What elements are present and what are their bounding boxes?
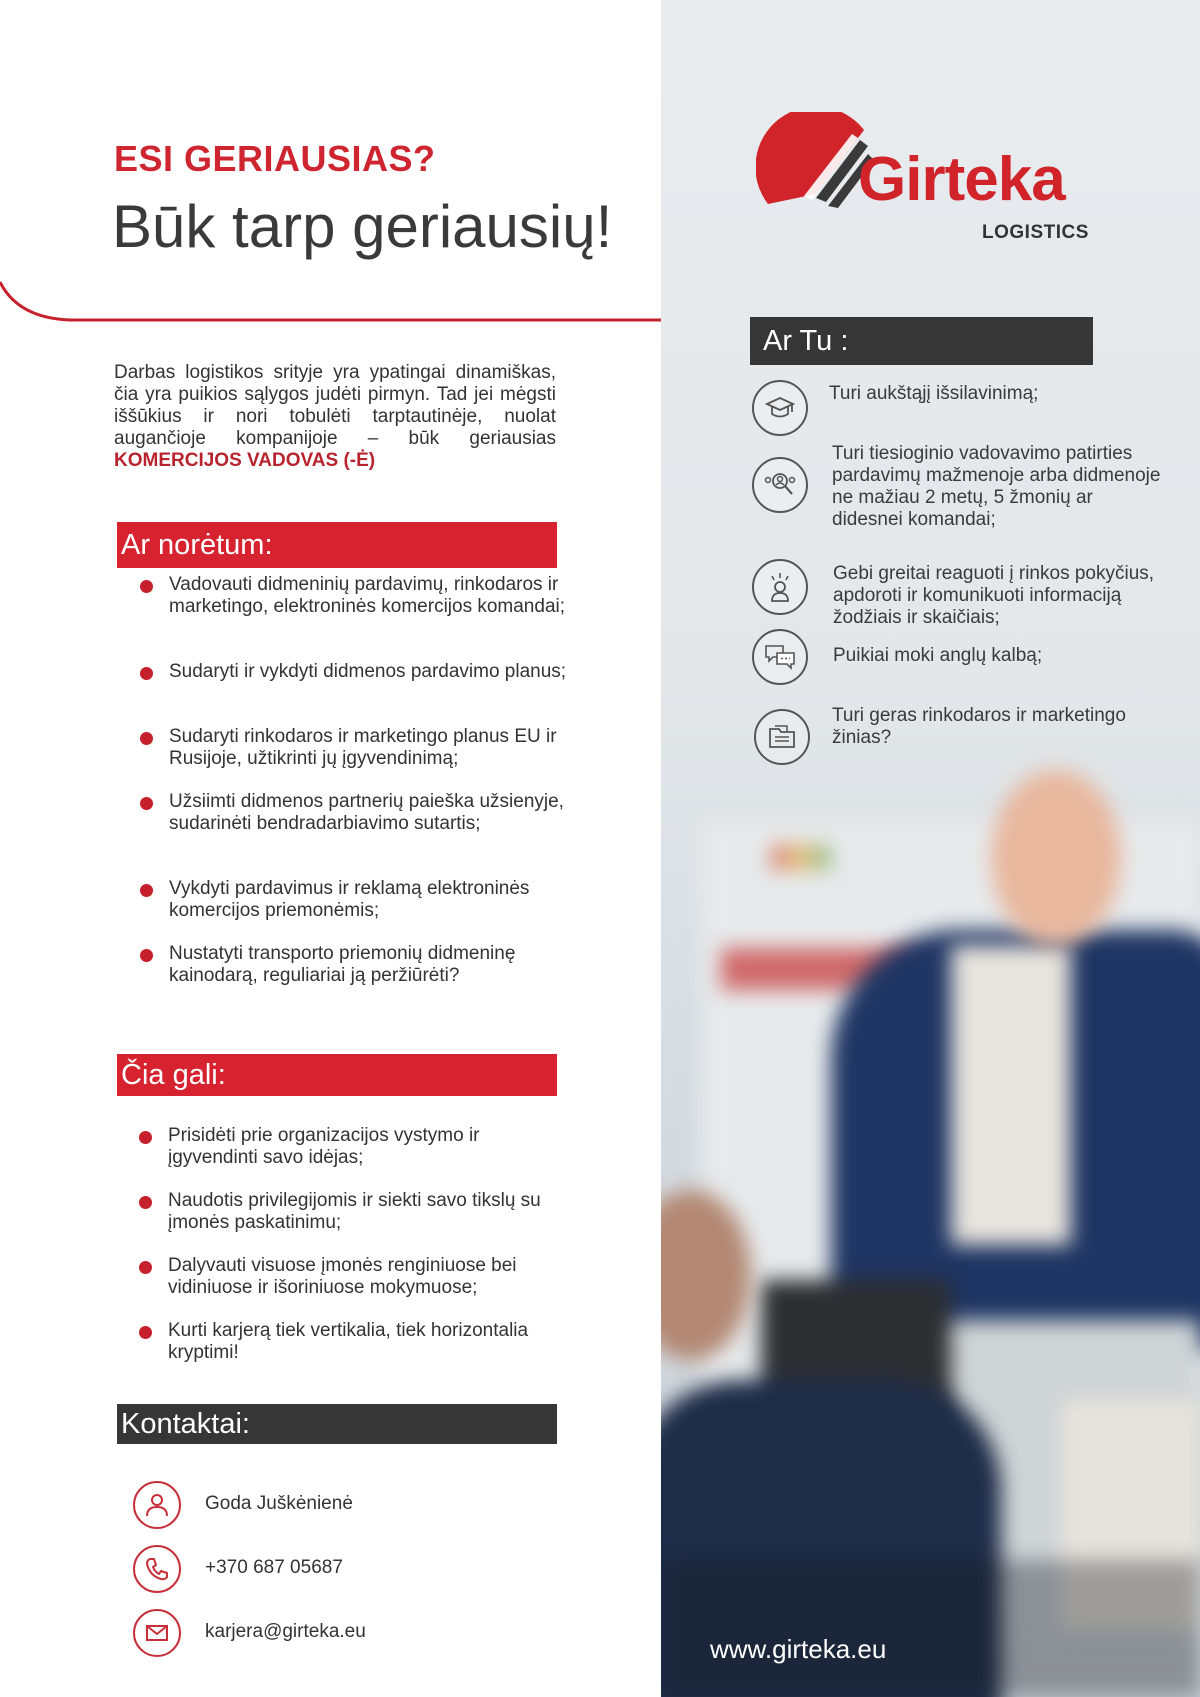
section-header-contacts: Kontaktai:	[117, 1404, 557, 1444]
photo-bottom-shadow	[661, 1560, 1200, 1697]
person-idea-icon	[752, 559, 808, 615]
requirement-text: Turi aukštąjį išsilavinimą;	[829, 383, 1039, 404]
tagline: ESI GERIAUSIAS?	[114, 138, 436, 179]
bullet-dot	[140, 884, 153, 897]
list-item: Sudaryti ir vykdyti didmenos pardavimo planus;	[140, 661, 569, 683]
list-item: Vadovauti didmeninių pardavimų, rinkodaros ir marketingo, elektroninės komercijos komandai;	[140, 574, 569, 618]
contact-phone[interactable]: +370 687 05687	[205, 1557, 343, 1578]
bullet-dot	[140, 732, 153, 745]
section-header-would-you: Ar norėtum:	[117, 522, 557, 568]
logo-wordmark: Girteka	[858, 145, 1065, 214]
bullet-dot	[140, 797, 153, 810]
girteka-logo	[756, 112, 1096, 242]
list-item: Naudotis privilegijomis ir siekti savo tikslų su įmonės paskatinimu;	[139, 1190, 568, 1234]
mail-icon	[133, 1609, 181, 1657]
section-header-requirements: Ar Tu :	[750, 317, 1093, 365]
bullet-dot	[139, 1326, 152, 1339]
bullet-dot	[139, 1196, 152, 1209]
list-item: Prisidėti prie organizacijos vystymo ir įgyvendinti savo idėjas;	[139, 1125, 568, 1169]
person-icon	[133, 1481, 181, 1529]
bullet-dot	[139, 1131, 152, 1144]
photo-color-sign	[771, 845, 831, 870]
photo-man-head	[991, 770, 1121, 945]
intro-text: Darbas logistikos srityje yra ypatingai dinamiškas, čia yra puikios sąlygos judėti pirmyn. Tad jei mėgsti iššūkius ir nori tobulėti tarptautinėje, nuolat augančioje kompanijoje – būk geriausias	[114, 362, 556, 449]
contact-name: Goda Juškėnienė	[205, 1493, 353, 1514]
list-item: Nustatyti transporto priemonių didmeninę kainodarą, reguliariai ją peržiūrėti?	[140, 943, 569, 987]
background-photo	[661, 0, 1200, 1697]
contact-email[interactable]: karjera@girteka.eu	[205, 1621, 366, 1642]
requirement-text: Turi geras rinkodaros ir marketingo žinias?	[832, 705, 1126, 748]
position-title: KOMERCIJOS VADOVAS (-Ė)	[114, 450, 376, 471]
bullet-dot	[139, 1261, 152, 1274]
photo-man-shirt	[951, 945, 1071, 1245]
phone-icon	[133, 1545, 181, 1593]
list-item: Dalyvauti visuose įmonės renginiuose bei vidiniuose ir išoriniuose mokymuose;	[139, 1255, 568, 1299]
list-item: Užsiimti didmenos partnerių paieška užsienyje, sudarinėti bendradarbiavimo sutartis;	[140, 791, 569, 835]
logo-subtitle: LOGISTICS	[982, 222, 1089, 243]
intro-paragraph	[114, 362, 556, 472]
requirement-text: Gebi greitai reaguoti į rinkos pokyčius, apdoroti ir komunikuoti informaciją žodžiais ir skaičiais;	[833, 563, 1155, 628]
team-search-icon	[752, 457, 808, 513]
graduation-cap-icon	[752, 380, 808, 436]
bullet-dot	[140, 667, 153, 680]
section-header-here-you-can: Čia gali:	[117, 1054, 557, 1096]
speech-bubbles-icon	[752, 629, 808, 685]
list-item: Sudaryti rinkodaros ir marketingo planus EU ir Rusijoje, užtikrinti jų įgyvendinimą;	[140, 726, 569, 770]
requirement-text: Puikiai moki anglų kalbą;	[833, 645, 1043, 666]
folder-icon	[754, 709, 810, 765]
divider-curve	[0, 270, 661, 330]
page-title: Būk tarp geriausių!	[112, 193, 613, 260]
bullet-dot	[140, 580, 153, 593]
website-link[interactable]: www.girteka.eu	[710, 1634, 887, 1664]
list-item: Kurti karjerą tiek vertikalia, tiek horizontalia kryptimi!	[139, 1320, 568, 1364]
list-item: Vykdyti pardavimus ir reklamą elektroninės komercijos priemonėmis;	[140, 878, 569, 922]
bullet-dot	[140, 949, 153, 962]
requirement-text: Turi tiesioginio vadovavimo patirties pardavimų mažmenoje arba didmenoje ne mažiau 2 metų, 5 žmonių ar didesnei komandai;	[832, 443, 1161, 530]
